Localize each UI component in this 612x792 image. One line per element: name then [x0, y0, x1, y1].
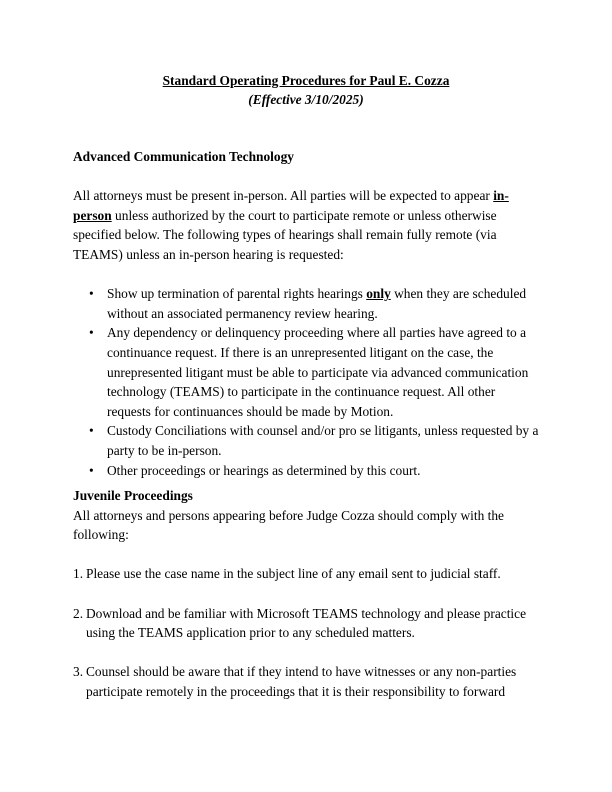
list-item: 1. Please use the case name in the subject line of any email sent to judicial staff.: [73, 566, 501, 582]
juvenile-intro-paragraph: All attorneys and persons appearing before Judge Cozza should comply with the following:: [73, 507, 504, 543]
title-line-1: Standard Operating Procedures for Paul E. Cozza: [162, 73, 450, 88]
list-item: • Any dependency or delinquency proceeding where all parties have agreed to a continuance request. If there is an unrepresented litigant on the case, the unrepresented litigant must be able to participate via advanced communication technology (TEAMS) to participate in the continuance request. All other requests for continuances should be made by Motion.: [73, 323, 541, 421]
act-intro-emphasis: in-person: [73, 188, 509, 223]
section-heading-juvenile: Juvenile Proceedings: [73, 488, 193, 504]
document-body: [73, 147, 541, 702]
title-effective-date: (Effective 3/10/2025): [248, 92, 364, 107]
document-title: [0, 73, 612, 108]
list-item: • Other proceedings or hearings as determined by this court.: [73, 461, 541, 481]
section-heading-act: Advanced Communication Technology: [73, 149, 294, 164]
emphasis-only: only: [366, 286, 391, 302]
list-item: • Custody Conciliations with counsel and/or pro se litigants, unless requested by a party to be in-person.: [73, 421, 541, 460]
act-intro-paragraph: [73, 186, 541, 264]
remote-hearing-list: [73, 284, 541, 480]
list-item: 3. Counsel should be aware that if they intend to have witnesses or any non-parties participate remotely in the proceedings that it is their responsibility to forward: [73, 664, 517, 700]
act-intro-part2: unless authorized by the court to participate remote or unless otherwise specified below. The following types of hearings shall remain fully remote (via TEAMS) unless an in-person hearing is requested:: [73, 207, 497, 262]
juvenile-rules-list: [73, 564, 541, 701]
list-item: • Show up termination of parental rights hearings only when they are scheduled without an associated permanency review hearing.: [73, 284, 541, 323]
act-intro-part1: All attorneys must be present in-person. All parties will be expected to appear: [73, 188, 494, 204]
list-item: 2. Download and be familiar with Microsoft TEAMS technology and please practice using the TEAMS application prior to any scheduled matters.: [73, 605, 527, 641]
